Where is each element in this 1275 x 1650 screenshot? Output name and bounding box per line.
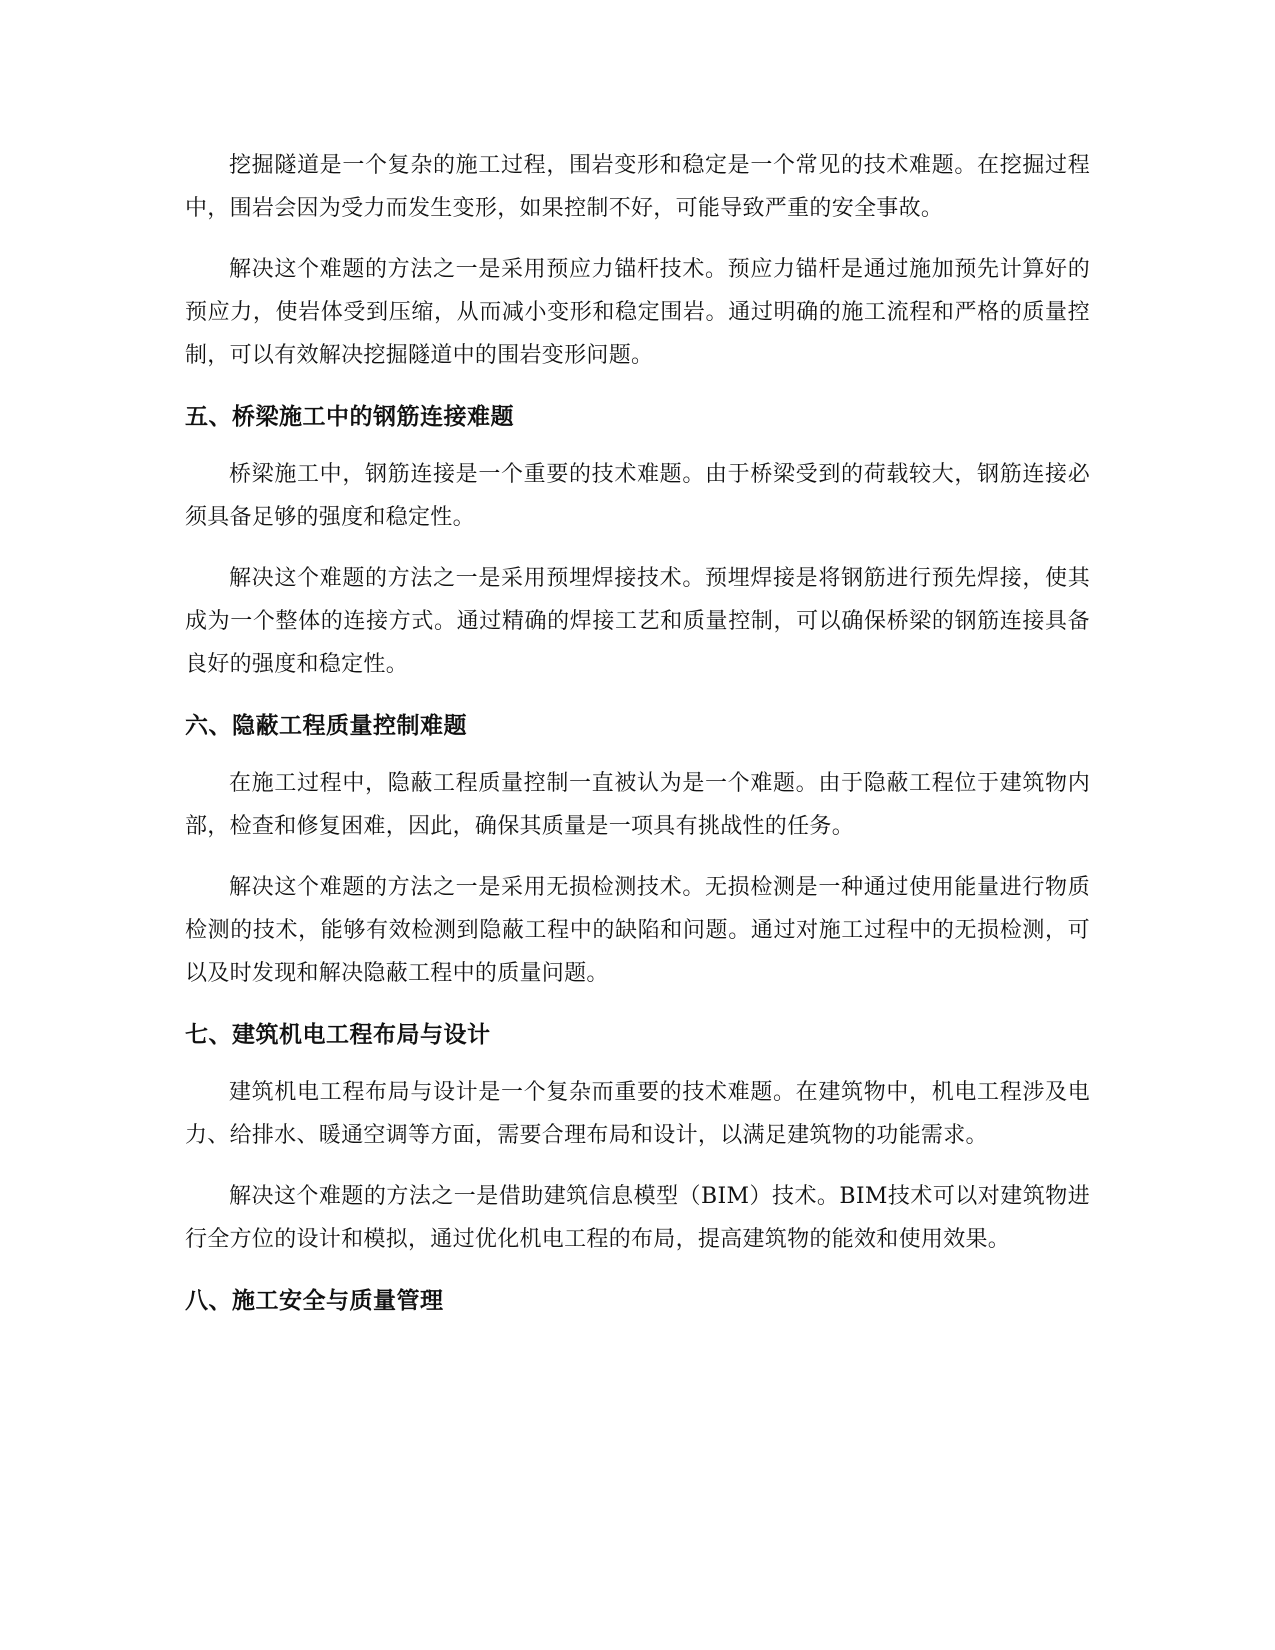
body-paragraph: 解决这个难题的方法之一是借助建筑信息模型（BIM）技术。BIM技术可以对建筑物进行全方位的设计和模拟，通过优化机电工程的布局，提高建筑物的能效和使用效果。 bbox=[185, 1184, 1090, 1252]
document-body bbox=[185, 144, 1090, 1337]
section-heading: 八、施工安全与质量管理 bbox=[185, 1288, 444, 1314]
body-paragraph: 建筑机电工程布局与设计是一个复杂而重要的技术难题。在建筑物中，机电工程涉及电力、给排水、暖通空调等方面，需要合理布局和设计，以满足建筑物的功能需求。 bbox=[185, 1080, 1090, 1148]
section-heading: 六、隐蔽工程质量控制难题 bbox=[185, 713, 467, 739]
body-paragraph: 挖掘隧道是一个复杂的施工过程，围岩变形和稳定是一个常见的技术难题。在挖掘过程中，围岩会因为受力而发生变形，如果控制不好，可能导致严重的安全事故。 bbox=[185, 153, 1090, 221]
section-heading: 七、建筑机电工程布局与设计 bbox=[185, 1022, 491, 1048]
body-paragraph: 在施工过程中，隐蔽工程质量控制一直被认为是一个难题。由于隐蔽工程位于建筑物内部，检查和修复困难，因此，确保其质量是一项具有挑战性的任务。 bbox=[185, 771, 1090, 839]
body-paragraph: 解决这个难题的方法之一是采用无损检测技术。无损检测是一种通过使用能量进行物质检测的技术，能够有效检测到隐蔽工程中的缺陷和问题。通过对施工过程中的无损检测，可以及时发现和解决隐蔽工程中的质量问题。 bbox=[185, 875, 1090, 986]
section-heading: 五、桥梁施工中的钢筋连接难题 bbox=[185, 404, 514, 430]
body-paragraph: 解决这个难题的方法之一是采用预应力锚杆技术。预应力锚杆是通过施加预先计算好的预应力，使岩体受到压缩，从而减小变形和稳定围岩。通过明确的施工流程和严格的质量控制，可以有效解决挖掘隧道中的围岩变形问题。 bbox=[185, 257, 1090, 368]
body-paragraph: 桥梁施工中，钢筋连接是一个重要的技术难题。由于桥梁受到的荷载较大，钢筋连接必须具备足够的强度和稳定性。 bbox=[185, 462, 1090, 530]
body-paragraph: 解决这个难题的方法之一是采用预埋焊接技术。预埋焊接是将钢筋进行预先焊接，使其成为一个整体的连接方式。通过精确的焊接工艺和质量控制，可以确保桥梁的钢筋连接具备良好的强度和稳定性。 bbox=[185, 566, 1090, 677]
